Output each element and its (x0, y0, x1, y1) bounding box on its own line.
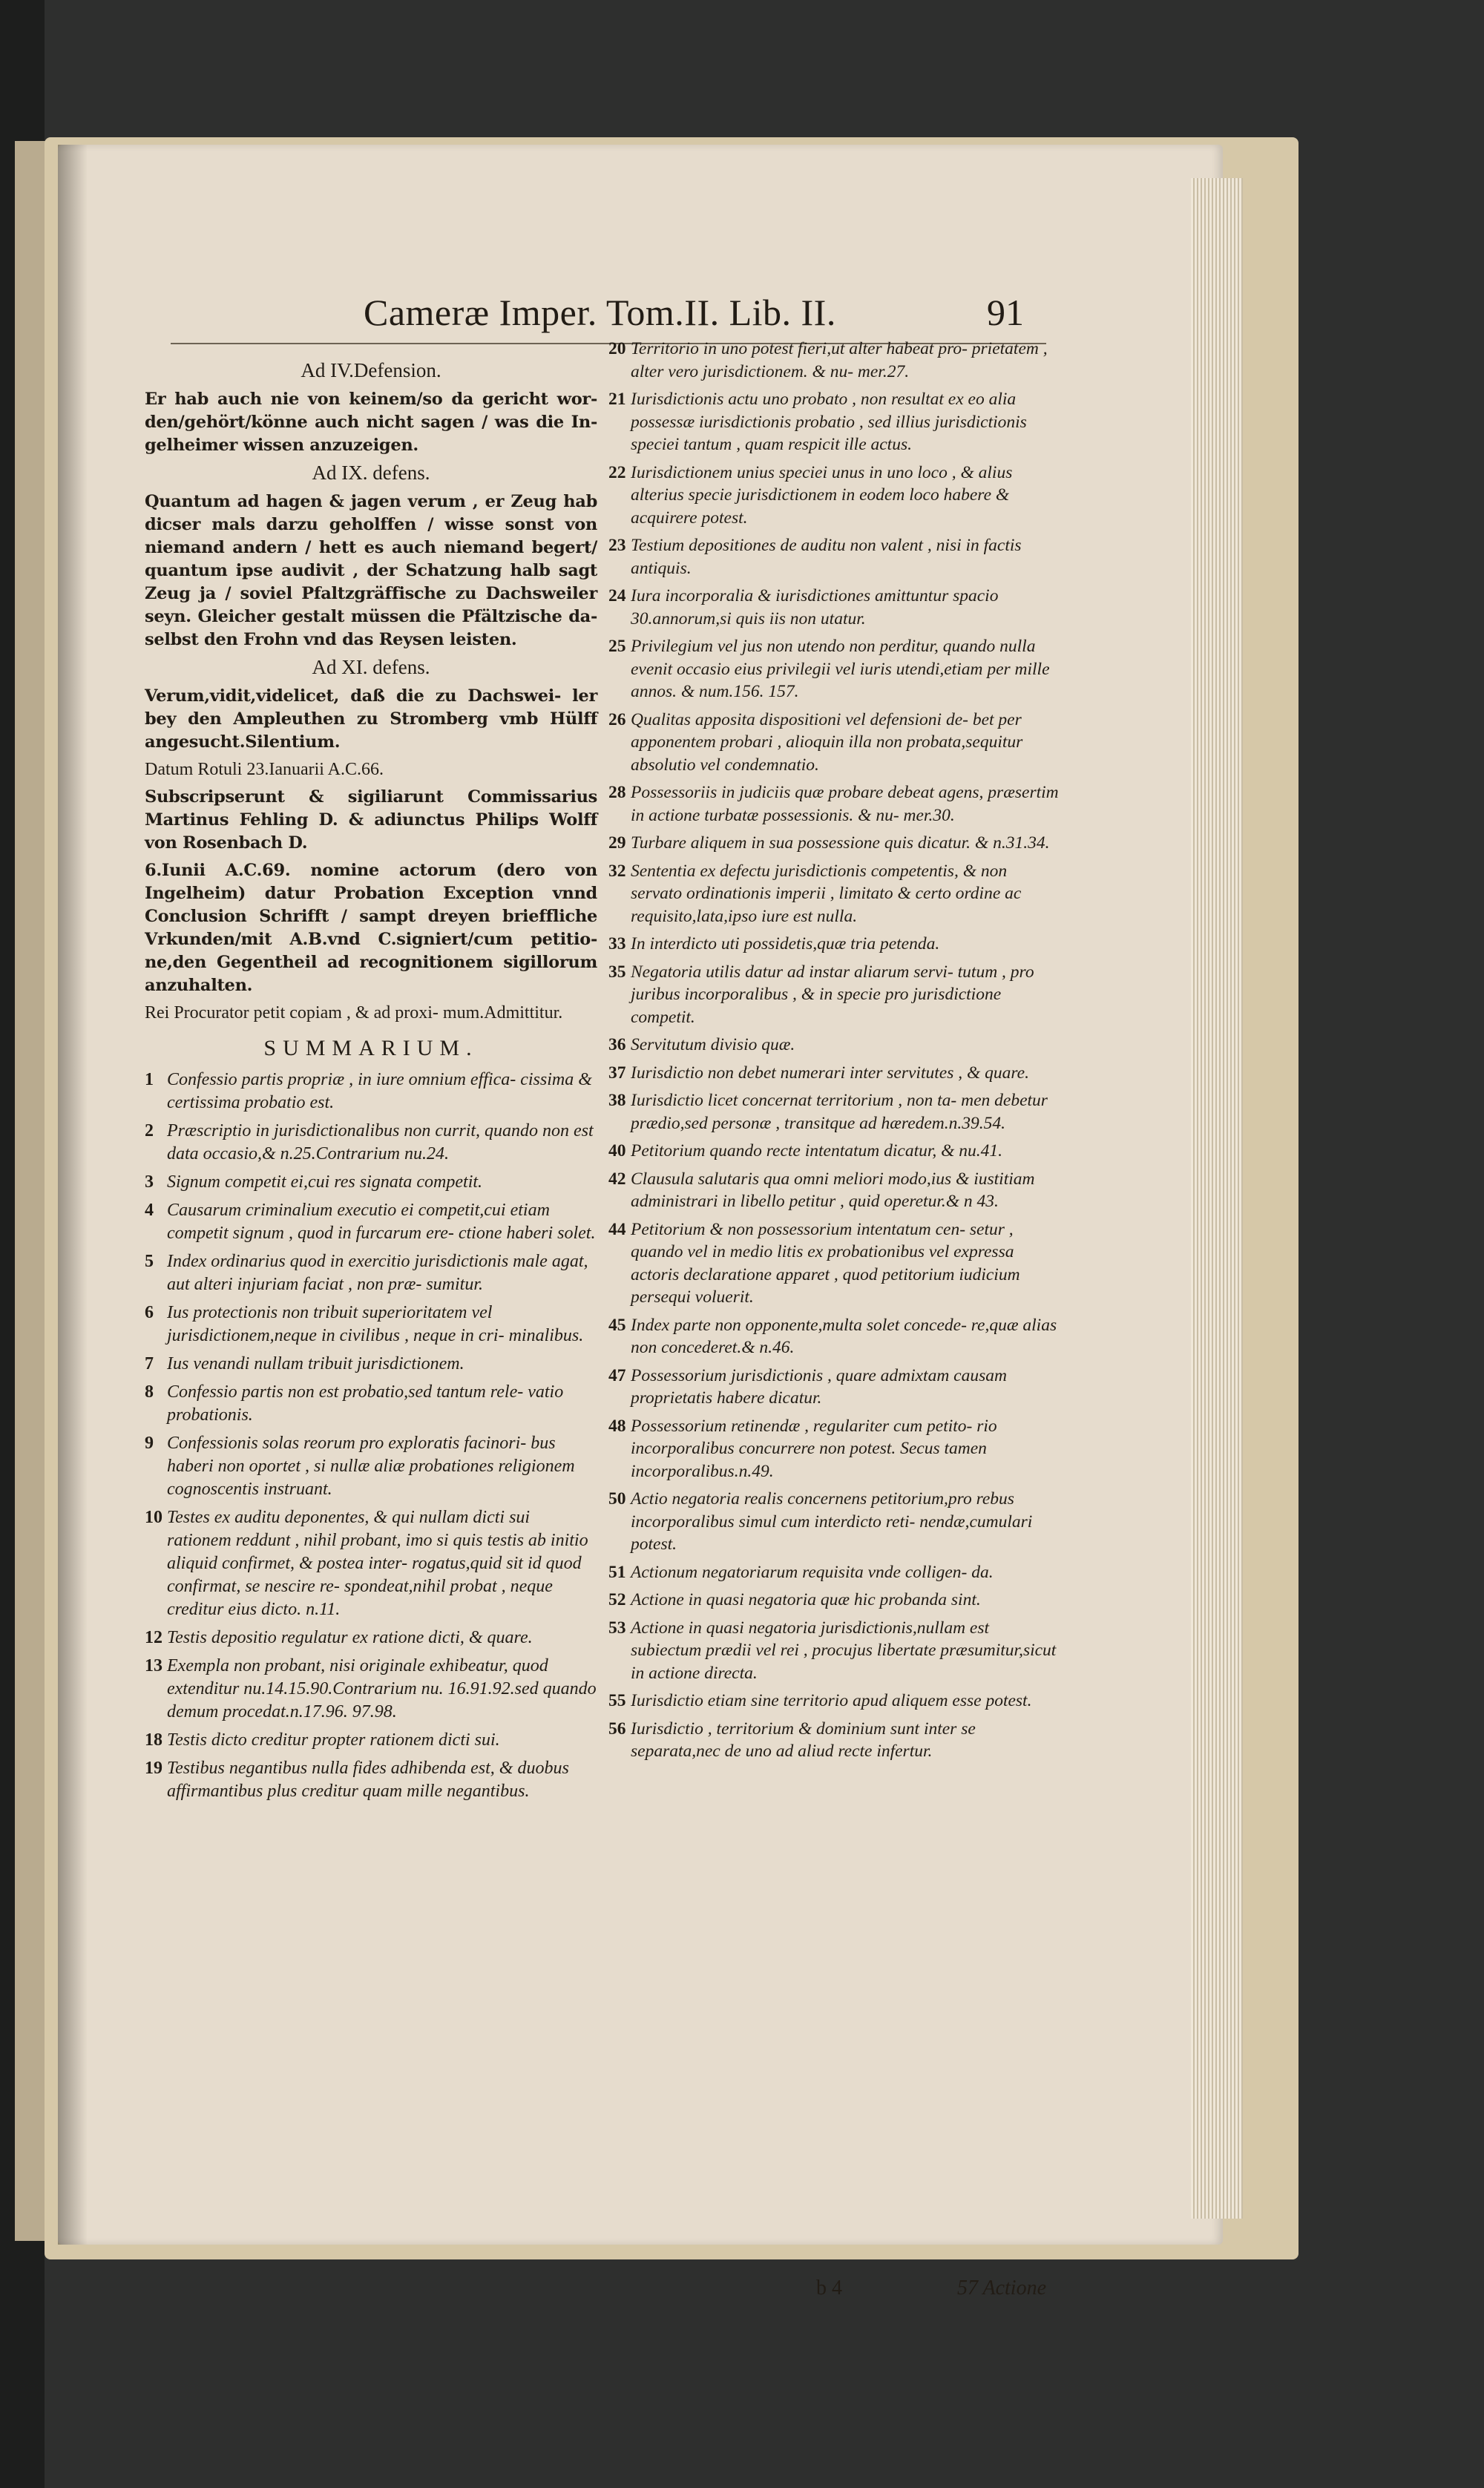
summary-entry (608, 1589, 1061, 1612)
entry-number: 52 (608, 1590, 626, 1609)
entry-number: 29 (608, 833, 626, 853)
summary-entry (608, 1690, 1061, 1713)
paragraph: Subscripserunt & sigiliarunt Commissarius Martinus Fehling D. & adiunctus Philips Wolff von Rosenbach D. (145, 787, 597, 853)
summary-entry (145, 1381, 597, 1427)
entry-number: 45 (608, 1315, 626, 1335)
entry-number: 12 (145, 1628, 162, 1647)
entry-text: Negatoria utilis datur ad instar aliarum servi- tutum , pro juribus incorporalibus , & in specie pro jurisdictione competit. (631, 962, 1034, 1027)
entry-text: Qualitas apposita dispositioni vel defensioni de- bet per apponentem probari , alioquin illa non probata,sequitur absolutio vel condemnatio. (631, 709, 1023, 775)
entry-number: 24 (608, 586, 626, 605)
entry-number: 48 (608, 1416, 626, 1436)
entry-text: Actio negatoria realis concernens petitorium,pro rebus incorporalibus simul cum interdicto reti- nendæ,cumulari potest. (631, 1489, 1033, 1554)
right-column (608, 338, 1061, 1768)
entry-text: Index ordinarius quod in exercitio jurisdictionis male agat, aut alteri injuriam faciat , non præ- sumitur. (167, 1252, 588, 1294)
entry-number: 8 (145, 1382, 154, 1402)
entry-text: Iurisdictio non debet numerari inter servitutes , & quare. (631, 1063, 1029, 1083)
summary-entry (608, 1168, 1061, 1213)
entry-number: 18 (145, 1730, 162, 1750)
summary-entry (608, 1314, 1061, 1359)
entry-text: Actione in quasi negatoria jurisdictionis,nullam est subiectum prædii vel rei , procujus libertate præsumitur,sicut in actione directa. (631, 1618, 1057, 1683)
section-heading: Ad XI. defens. (312, 656, 430, 678)
entry-number: 4 (145, 1201, 154, 1220)
entry-number: 26 (608, 709, 626, 729)
entry-number: 2 (145, 1121, 154, 1140)
paragraph: Datum Rotuli 23.Ianuarii A.C.66. (145, 760, 384, 779)
summary-entry (145, 1655, 597, 1724)
page-number: 91 (987, 292, 1024, 333)
summary-entry (608, 1718, 1061, 1763)
entry-number: 1 (145, 1070, 154, 1089)
entry-text: Confessionis solas reorum pro exploratis facinori- bus haberi non oportet , si nullæ aliæ probationes religionem cognoscentis instruant. (167, 1434, 575, 1499)
summary-entry (608, 709, 1061, 777)
paragraph: Rei Procurator petit copiam , & ad proxi- mum.Admittitur. (145, 1003, 563, 1023)
entry-text: Actionum negatoriarum requisita vnde colligen- da. (631, 1562, 994, 1582)
summary-entry (145, 1432, 597, 1501)
entry-number: 6 (145, 1303, 154, 1322)
entry-number: 19 (145, 1759, 162, 1778)
entry-text: Turbare aliquem in sua possessione quis dicatur. & n.31.34. (631, 833, 1050, 853)
entry-text: Petitorium quando recte intentatum dicatur, & nu.41. (631, 1141, 1003, 1161)
entry-number: 33 (608, 934, 626, 953)
summary-entry (608, 1365, 1061, 1410)
entry-text: Clausula salutaris qua omni meliori modo,ius & iustitiam administrari in libello petitur , quid operetur.& n 43. (631, 1169, 1035, 1211)
entry-text: Privilegium vel jus non utendo non perditur, quando nulla evenit occasio eius privilegii vel iuris utendi,etiam per mille annos. & num.156. 157. (631, 637, 1050, 701)
summary-entry (145, 1729, 597, 1752)
entry-number: 42 (608, 1169, 626, 1189)
entry-text: Sententia ex defectu jurisdictionis competentis, & non servato ordinationis imperii , limitato & certo ordine ac requisito,lata,ipso iure est nulla. (631, 861, 1022, 926)
paragraph: Verum,vidit,videlicet, daß die zu Dachswei- ler bey den Ampleuthen zu Stromberg vmb Hülff angesucht.Silentium. (145, 686, 597, 752)
summary-entry (608, 781, 1061, 827)
summary-entry (145, 1353, 597, 1376)
entry-text: Præscriptio in jurisdictionalibus non currit, quando non est data occasio,& n.25.Contrarium nu.24. (167, 1121, 594, 1163)
entry-text: Iurisdictio licet concernat territorium , non ta- men debetur prædio,sed personæ , transitque ad hæredem.n.39.54. (631, 1091, 1048, 1133)
entry-number: 32 (608, 861, 626, 881)
entry-text: Actione in quasi negatoria quæ hic probanda sint. (631, 1590, 981, 1609)
summary-entry (608, 534, 1061, 580)
entry-text: Possessoriis in judiciis quæ probare debeat agens, præsertim in actione turbatæ possessionis. & nu- mer.30. (631, 783, 1059, 825)
entry-number: 22 (608, 462, 626, 482)
entry-text: Confessio partis propriæ , in iure omnium effica- cissima & certissima probatio est. (167, 1070, 592, 1112)
summary-entry (608, 1218, 1061, 1309)
entry-number: 36 (608, 1035, 626, 1054)
entry-text: Ius protectionis non tribuit superioritatem vel jurisdictionem,neque in civilibus , neque in cri- minalibus. (167, 1303, 584, 1345)
entry-text: Petitorium & non possessorium intentatum cen- setur , quando vel in medio litis ex probationibus vel expressa actoris declaratione apparet , quod petitorium iudicium persequi voluerit. (631, 1219, 1020, 1307)
entry-text: Testibus negantibus nulla fides adhibenda est, & duobus affirmantibus plus creditur quam mille negantibus. (167, 1759, 569, 1801)
entry-number: 40 (608, 1141, 626, 1161)
summary-list-right (608, 338, 1061, 1763)
summary-entry (145, 1069, 597, 1115)
entry-number: 21 (608, 390, 626, 409)
entry-text: Territorio in uno potest fieri,ut alter habeat pro- prietatem , alter vero jurisdictionem. & nu- mer.27. (631, 339, 1048, 381)
entry-text: In interdicto uti possidetis,quæ tria petenda. (631, 934, 940, 953)
entry-text: Iura incorporalia & iurisdictiones amittuntur spacio 30.annorum,si quis iis non utatur. (631, 586, 999, 628)
entry-number: 25 (608, 637, 626, 656)
entry-number: 5 (145, 1252, 154, 1271)
summary-entry (145, 1250, 597, 1296)
summary-entry (145, 1171, 597, 1194)
entry-number: 28 (608, 783, 626, 802)
entry-text: Exempla non probant, nisi originale exhibeatur, quod extenditur nu.14.15.90.Contrarium nu. 16.91.92.sed quando demum procedat.n.17.96. 97.98. (167, 1656, 597, 1721)
entry-text: Testium depositiones de auditu non valent , nisi in factis antiquis. (631, 536, 1022, 578)
summary-entry (608, 860, 1061, 928)
entry-number: 7 (145, 1354, 154, 1373)
summary-entry (608, 1561, 1061, 1584)
summary-entry (608, 1617, 1061, 1685)
entry-text: Testes ex auditu deponentes, & qui nullam dicti sui rationem reddunt , nihil probant, imo si quis testis ab initio aliquid confirmet, & postea inter- rogatus,quid sit id quod confirmat, se nescire re- spondeat,nihil probat , neque creditur eius dicto. n.11. (167, 1508, 588, 1619)
entry-text: Confessio partis non est probatio,sed tantum rele- vatio probationis. (167, 1382, 564, 1425)
entry-text: Iurisdictio , territorium & dominium sunt inter se separata,nec de uno ad aliud recte infertur. (631, 1719, 976, 1761)
summary-entry (145, 1627, 597, 1650)
entry-number: 13 (145, 1656, 162, 1675)
entry-number: 38 (608, 1091, 626, 1110)
paragraph: 6.Iunii A.C.69. nomine actorum (dero von Ingelheim) datur Probation Exception vnnd Conclusion Schrifft / sampt dreyen brieffliche Vrkunden/mit A.B.vnd C.signiert/cum petitio- ne,den Gegentheil ad recognitionem sigillorum anzuhalten. (145, 861, 597, 995)
section-heading: Ad IX. defens. (312, 462, 430, 484)
entry-number: 56 (608, 1719, 626, 1739)
page-edges (1191, 178, 1243, 2219)
entry-text: Testis dicto creditur propter rationem dicti sui. (167, 1730, 500, 1750)
entry-text: Index parte non opponente,multa solet concede- re,quæ alias non concederet.& n.46. (631, 1315, 1057, 1357)
summary-entry (145, 1506, 597, 1621)
summary-entry (608, 933, 1061, 956)
summary-entry (608, 338, 1061, 383)
running-head: Cameræ Imper. Tom.II. Lib. II. (364, 292, 836, 333)
left-column (145, 355, 597, 1808)
summary-entry (608, 1488, 1061, 1556)
entry-number: 23 (608, 536, 626, 555)
paragraph: Er hab auch nie von keinem/so da gericht wor- den/gehört/könne auch nicht sagen / was die In- gelheimer wissen anzuzeigen. (145, 390, 597, 455)
entry-text: Signum competit ei,cui res signata competit. (167, 1172, 483, 1192)
entry-text: Iurisdictionis actu uno probato , non resultat ex eo alia possessæ iurisdictionis probatio , sed illius jurisdictionis speciei tantum , quam respicit ille actus. (631, 390, 1027, 454)
entry-text: Iurisdictio etiam sine territorio apud aliquem esse potest. (631, 1691, 1032, 1710)
entry-number: 35 (608, 962, 626, 982)
summary-title: SUMMARIUM. (263, 1036, 479, 1060)
summary-entry (608, 1415, 1061, 1483)
entry-number: 51 (608, 1562, 626, 1582)
paragraph: Quantum ad hagen & jagen verum , er Zeug hab dicser mals darzu geholffen / wisse sonst von niemand andern / hett es auch niemand begert/ quantum ipse audivit , der Schatzung halb sagt Zeug ja / soviel Pfaltzgräffische zu Dachsweiler seyn. Gleicher gestalt müssen die Pfältzische da- selbst den Frohn vnd das Reysen leisten. (145, 492, 597, 649)
entry-number: 47 (608, 1365, 626, 1385)
summary-entry (608, 832, 1061, 855)
entry-number: 20 (608, 339, 626, 358)
summary-entry (145, 1120, 597, 1166)
entry-text: Testis depositio regulatur ex ratione dicti, & quare. (167, 1628, 533, 1647)
entry-text: Ius venandi nullam tribuit jurisdictionem. (167, 1354, 464, 1373)
entry-number: 50 (608, 1489, 626, 1509)
entry-number: 44 (608, 1219, 626, 1239)
entry-text: Possessorium jurisdictionis , quare admixtam causam proprietatis habere dicatur. (631, 1365, 1007, 1408)
entry-number: 55 (608, 1691, 626, 1710)
entry-text: Possessorium retinendæ , regulariter cum petito- rio incorporalibus concurrere non potest. Secus tamen incorporalibus.n.49. (631, 1416, 997, 1481)
summary-entry (608, 1089, 1061, 1135)
summary-entry (608, 961, 1061, 1029)
entry-text: Servitutum divisio quæ. (631, 1035, 795, 1054)
entry-text: Causarum criminalium executio ei competit,cui etiam competit signum , quod in furcarum ere- ctione haberi solet. (167, 1201, 596, 1243)
summary-entry (608, 388, 1061, 456)
section-heading: Ad IV.Defension. (301, 359, 441, 381)
catchword: 57 Actione (957, 2277, 1047, 2300)
summary-list-left (145, 1069, 597, 1803)
summary-entry (145, 1302, 597, 1348)
summary-entry (145, 1757, 597, 1803)
summary-entry (145, 1199, 597, 1245)
entry-number: 53 (608, 1618, 626, 1638)
entry-number: 37 (608, 1063, 626, 1083)
entry-number: 3 (145, 1172, 154, 1192)
summary-entry (608, 462, 1061, 530)
summary-entry (608, 585, 1061, 630)
summary-entry (608, 1140, 1061, 1163)
summary-entry (608, 635, 1061, 703)
entry-number: 10 (145, 1508, 162, 1527)
summary-entry (608, 1034, 1061, 1057)
entry-text: Iurisdictionem unius speciei unus in uno loco , & alius alterius specie jurisdictionem in eodem loco habere & acquirere potest. (631, 462, 1013, 528)
entry-number: 9 (145, 1434, 154, 1453)
signature-mark: b 4 (816, 2277, 842, 2300)
summary-entry (608, 1062, 1061, 1085)
spine-shadow (58, 145, 88, 2245)
